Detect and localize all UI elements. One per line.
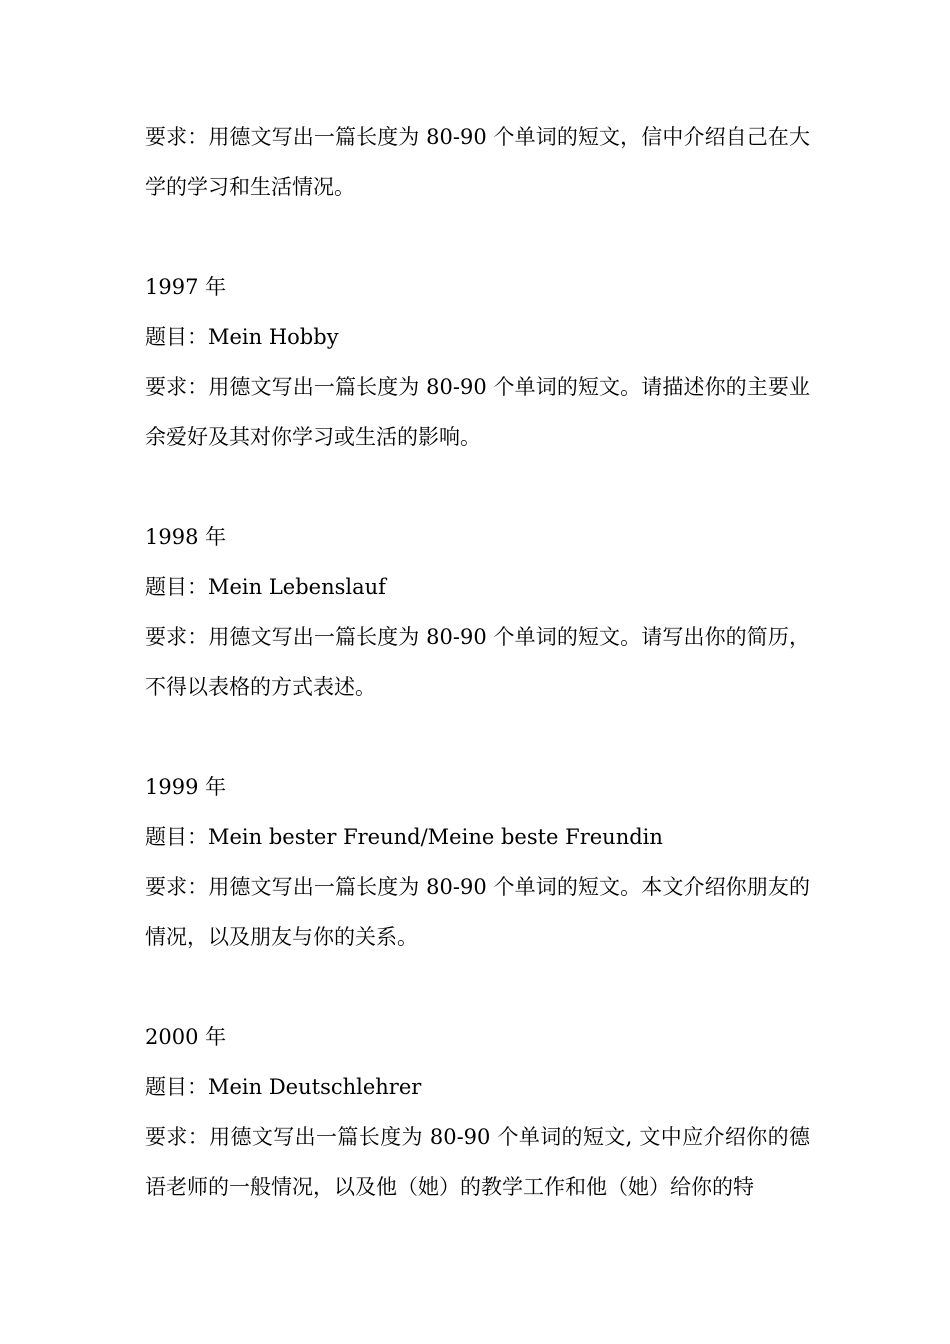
intro-requirement: 要求：用德文写出一篇长度为 80-90 个单词的短文，信中介绍自己在大学的学习和生活情况。: [145, 125, 810, 199]
spacer: [145, 712, 810, 762]
document-page: [145, 112, 810, 1212]
requirement-text: 要求：用德文写出一篇长度为 80-90 个单词的短文, 文中应介绍你的德语老师的一般情况，以及他（她）的教学工作和他（她）给你的特: [145, 1125, 810, 1199]
requirement-text: 要求：用德文写出一篇长度为 80-90 个单词的短文。请描述你的主要业余爱好及其对你学习或生活的影响。: [145, 375, 810, 449]
year-heading: 1998 年: [145, 525, 227, 549]
topic-line: 题目：Mein bester Freund/Meine beste Freundin: [145, 825, 663, 849]
year-heading: 1997 年: [145, 275, 227, 299]
topic-line: 题目：Mein Deutschlehrer: [145, 1075, 422, 1099]
topic-line: 题目：Mein Lebenslauf: [145, 575, 386, 599]
spacer: [145, 212, 810, 262]
topic-line: 题目：Mein Hobby: [145, 325, 339, 349]
year-heading: 2000 年: [145, 1025, 227, 1049]
spacer: [145, 962, 810, 1012]
spacer: [145, 462, 810, 512]
requirement-text: 要求：用德文写出一篇长度为 80-90 个单词的短文。本文介绍你朋友的情况，以及朋友与你的关系。: [145, 875, 810, 949]
year-heading: 1999 年: [145, 775, 227, 799]
requirement-text: 要求：用德文写出一篇长度为 80-90 个单词的短文。请写出你的简历，不得以表格的方式表述。: [145, 625, 810, 699]
